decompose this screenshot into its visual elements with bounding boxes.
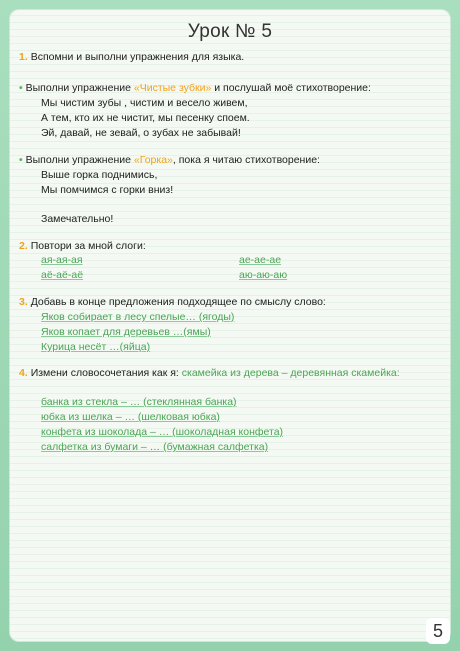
- sentence-line: Курица несёт …(яйца): [41, 341, 151, 353]
- exercise-4: [19, 367, 400, 379]
- page-title: Урок № 5: [187, 21, 273, 42]
- exercise-4-number: 4.: [19, 367, 28, 379]
- exercise-3-number: 3.: [19, 296, 28, 308]
- exercise-2-text: Повтори за мной слоги:: [30, 240, 146, 252]
- lined-paper: [9, 9, 451, 642]
- poem-line: Эй, давай, не зевай, о зубах не забывай!: [41, 127, 241, 139]
- exercise-teeth: [19, 82, 371, 94]
- exercise-teeth-post: и послушай моё стихотворение:: [211, 82, 371, 94]
- exercise-teeth-name: «Чистые зубки»: [133, 82, 212, 94]
- poem-line: Мы чистим зубы , чистим и весело живем,: [41, 97, 248, 109]
- exercise-4-example: скамейка из дерева – деревянная скамейка:: [181, 367, 400, 379]
- exercise-3-text: Добавь в конце предложения подходящее по смыслу слово:: [30, 296, 326, 308]
- exercise-2: [19, 240, 146, 252]
- syllables: ая-ая-ая: [41, 254, 83, 266]
- poem-line: Выше горка поднимись,: [41, 169, 158, 181]
- bullet-icon: •: [19, 154, 23, 166]
- syllables: аё-аё-аё: [41, 269, 84, 281]
- exercise-1: [19, 51, 244, 63]
- poem-line: А тем, кто их не чистит, мы песенку споем.: [41, 112, 250, 124]
- exercise-slide: [19, 154, 320, 166]
- phrase-line: банка из стекла – … (стеклянная банка): [41, 396, 237, 408]
- poem-line: Мы помчимся с горки вниз!: [41, 184, 174, 196]
- phrase-line: юбка из шелка – … (шелковая юбка): [41, 411, 220, 423]
- exercise-3: [19, 296, 326, 308]
- exercise-4-text: Измени словосочетания как я:: [30, 367, 182, 379]
- exercise-teeth-pre: Выполни упражнение: [25, 82, 134, 94]
- syllables: ае-ае-ае: [239, 254, 282, 266]
- syllables: аю-аю-аю: [239, 269, 288, 281]
- phrase-line: салфетка из бумаги – … (бумажная салфетка): [41, 441, 269, 453]
- exercise-slide-pre: Выполни упражнение: [25, 154, 134, 166]
- praise-text: Замечательно!: [41, 213, 114, 225]
- exercise-1-text: Вспомни и выполни упражнения для языка.: [30, 51, 245, 63]
- page-number: 5: [426, 618, 450, 644]
- exercise-slide-name: «Горка»: [133, 154, 173, 166]
- sentence-line: Яков собирает в лесу спелые… (ягоды): [41, 311, 235, 323]
- sentence-line: Яков копает для деревьев …(ямы): [41, 326, 211, 338]
- exercise-slide-post: , пока я читаю стихотворение:: [172, 154, 320, 166]
- phrase-line: конфета из шоколада – … (шоколадная конфета): [41, 426, 284, 438]
- exercise-2-number: 2.: [19, 240, 28, 252]
- bullet-icon: •: [19, 82, 23, 94]
- exercise-1-number: 1.: [19, 51, 28, 63]
